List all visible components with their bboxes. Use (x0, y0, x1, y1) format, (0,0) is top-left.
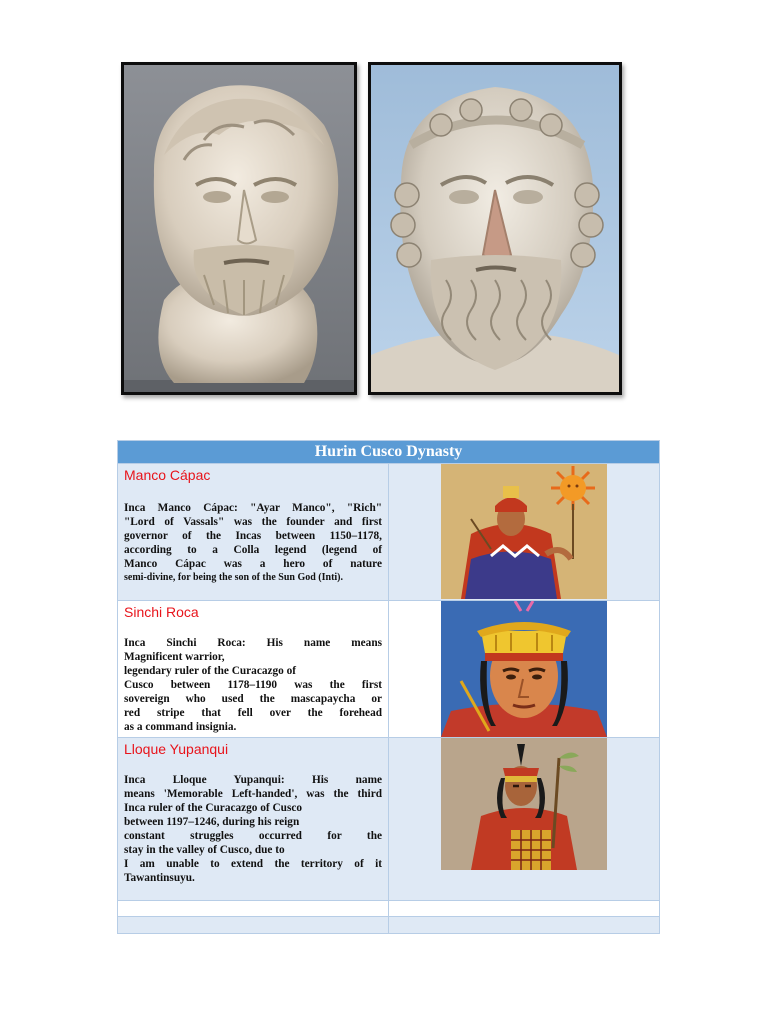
bearded-marble-bust-icon (124, 65, 354, 392)
inca-ruler-golden-crown-portrait-icon (441, 601, 607, 737)
inca-ruler-with-sun-portrait-icon (441, 464, 607, 599)
marble-bust-right-photo (368, 62, 622, 395)
ruler-portrait-cell (389, 738, 660, 901)
ruler-name: Lloque Yupanqui (124, 741, 229, 757)
table-row (118, 601, 660, 738)
ruler-portrait-cell (389, 464, 660, 601)
ruler-description: Inca Lloque Yupanqui: His name means 'Memorable Left-handed', was the third Inca ruler of the Curacazgo of Cusco between 1197–1246, during his reign constant struggles occurred for the stay in the valley of Cusco, due to I am unable to extend the territory of it Tawantinsuyu. (124, 774, 382, 884)
table-row (118, 738, 660, 901)
ruler-name: Sinchi Roca (124, 604, 199, 620)
bearded-marble-bust-headband-icon (371, 65, 619, 392)
table-title: Hurin Cusco Dynasty (118, 441, 660, 464)
table-row-empty (118, 901, 660, 917)
inca-ruler-with-staff-portrait-icon (441, 738, 607, 870)
ruler-text-cell (118, 738, 389, 901)
table-row-empty (118, 917, 660, 934)
ruler-text-cell (118, 601, 389, 738)
ruler-portrait-cell (389, 601, 660, 738)
table-row (118, 464, 660, 601)
ruler-description: Inca Sinchi Roca: His name means Magnificent warrior, legendary ruler of the Curacazgo of Cusco between 1178–1190 was the first sovereign who used the mascapaycha or red stripe that fell over the forehead as a command insignia. (124, 637, 382, 733)
marble-bust-left-photo (121, 62, 357, 395)
dynasty-table (117, 440, 660, 934)
ruler-name: Manco Cápac (124, 467, 211, 483)
ruler-text-cell (118, 464, 389, 601)
ruler-description: Inca Manco Cápac: "Ayar Manco", "Rich" "Lord of Vassals" was the founder and first governor of the Incas between 1150–1178, according to a Colla legend (legend of Manco Cápac was a hero of nature semi-divine, for being the son of the Sun God (Inti). (124, 502, 382, 583)
